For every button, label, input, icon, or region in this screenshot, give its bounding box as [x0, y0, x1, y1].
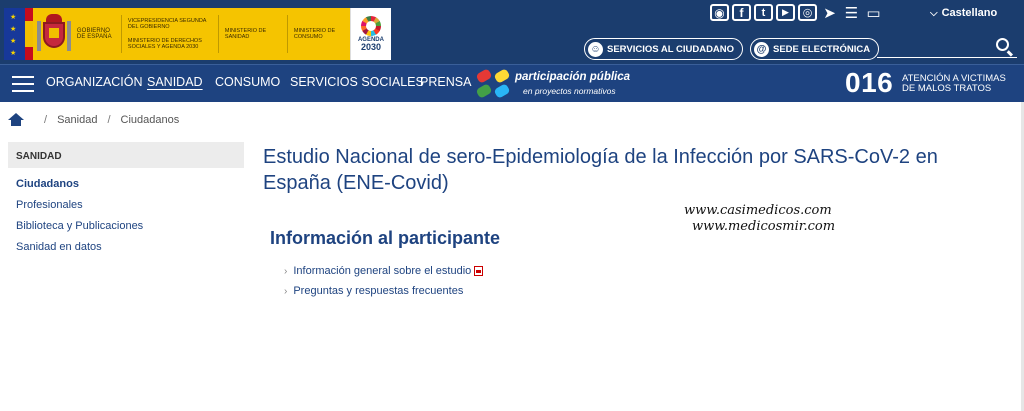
- ministerio-sanidad-label: MINISTERIO DE SANIDAD: [224, 27, 267, 40]
- watermark-medicosmir: www.medicosmir.com: [692, 219, 836, 234]
- rss-icon[interactable]: ◉: [710, 4, 729, 21]
- search-input[interactable]: [877, 38, 1017, 58]
- top-header: [0, 0, 1024, 64]
- spain-flag-icon: [25, 8, 33, 60]
- participacion-subtitle: en proyectos normativos: [523, 86, 616, 96]
- sidebar-heading: SANIDAD: [8, 142, 244, 168]
- breadcrumb: / Sanidad / Ciudadanos: [8, 110, 179, 130]
- list-item: [284, 261, 483, 281]
- at-sign-icon: @: [754, 42, 769, 57]
- eu-flag-icon: ★ ★ ★ ★: [4, 8, 25, 60]
- section-title: Información al participante: [270, 228, 501, 248]
- sidebar-item-sanidad-en-datos[interactable]: Sanidad en datos: [16, 241, 102, 253]
- nav-item-prensa[interactable]: PRENSA: [420, 75, 472, 89]
- monitor-icon[interactable]: ▭: [866, 4, 881, 22]
- link-informacion-general[interactable]: Información general sobre el estudio: [293, 265, 472, 277]
- helpline-number[interactable]: 016: [845, 67, 894, 98]
- sede-electronica-button[interactable]: @ SEDE ELECTRÓNICA: [750, 38, 879, 60]
- page-title: Estudio Nacional de sero-Epidemiología de la Infección por SARS-CoV-2 en España (ENE-Covid): [263, 146, 938, 194]
- vicepresidencia-label: VICEPRESIDENCIA SEGUNDA DEL GOBIERNO: [127, 17, 207, 31]
- chevron-right-icon: ›: [284, 285, 288, 297]
- link-preguntas-frecuentes[interactable]: Preguntas y respuestas frecuentes: [293, 285, 464, 297]
- breadcrumb-sanidad[interactable]: Sanidad: [57, 114, 98, 126]
- sidebar-menu: [16, 178, 143, 262]
- gobierno-label: GOBIERNO DE ESPAÑA: [76, 28, 112, 40]
- agenda-2030-logo[interactable]: AGENDA 2030: [350, 8, 391, 60]
- chevron-right-icon: ›: [284, 265, 288, 277]
- participation-figures-icon: [475, 69, 515, 99]
- breadcrumb-ciudadanos: Ciudadanos: [120, 114, 180, 126]
- list-icon[interactable]: ☰: [844, 4, 859, 22]
- instagram-icon[interactable]: ◎: [798, 4, 817, 21]
- participant-links: [284, 261, 483, 301]
- participacion-title: participación pública: [515, 71, 631, 83]
- nav-item-servicios-sociales[interactable]: SERVICIOS SOCIALES: [290, 75, 424, 89]
- nav-item-sanidad[interactable]: SANIDAD: [147, 75, 203, 89]
- watermark-casimedicos: www.casimedicos.com: [684, 203, 832, 218]
- telegram-icon[interactable]: ➤: [823, 4, 836, 22]
- helpline-text: ATENCIÓN A VICTIMAS DE MALOS TRATOS: [902, 73, 1006, 94]
- facebook-icon[interactable]: f: [732, 4, 751, 21]
- ministerio-derechos-label: MINISTERIO DE DERECHOS SOCIALES Y AGENDA 2030: [127, 37, 202, 50]
- citizen-services-icon: ☺: [588, 42, 603, 57]
- coat-of-arms-icon: [37, 13, 71, 55]
- social-links: [710, 4, 883, 21]
- sdg-wheel-icon: [361, 16, 381, 36]
- sidebar-item-ciudadanos[interactable]: Ciudadanos: [16, 178, 79, 190]
- chevron-down-icon: ⌵: [930, 8, 938, 19]
- sidebar-item-biblioteca[interactable]: Biblioteca y Publicaciones: [16, 220, 144, 232]
- ministerio-consumo-label: MINISTERIO DE CONSUMO: [293, 27, 336, 40]
- pdf-icon: [474, 266, 483, 276]
- main-nav: [0, 64, 1024, 102]
- nav-item-consumo[interactable]: CONSUMO: [215, 75, 281, 89]
- list-item: [284, 281, 483, 301]
- servicios-ciudadano-button[interactable]: ☺ SERVICIOS AL CIUDADANO: [584, 38, 743, 60]
- government-logo[interactable]: [4, 8, 391, 60]
- participacion-publica-banner[interactable]: [473, 67, 663, 101]
- sidebar-item-profesionales[interactable]: Profesionales: [16, 199, 83, 211]
- language-selector[interactable]: ⌵ Castellano: [930, 7, 998, 19]
- search-icon[interactable]: [996, 38, 1009, 51]
- home-icon[interactable]: [8, 113, 24, 127]
- hamburger-menu-icon[interactable]: [12, 76, 34, 92]
- nav-item-organizacion[interactable]: ORGANIZACIÓN: [46, 75, 143, 89]
- youtube-icon[interactable]: ▶: [776, 4, 795, 21]
- twitter-icon[interactable]: t: [754, 4, 773, 21]
